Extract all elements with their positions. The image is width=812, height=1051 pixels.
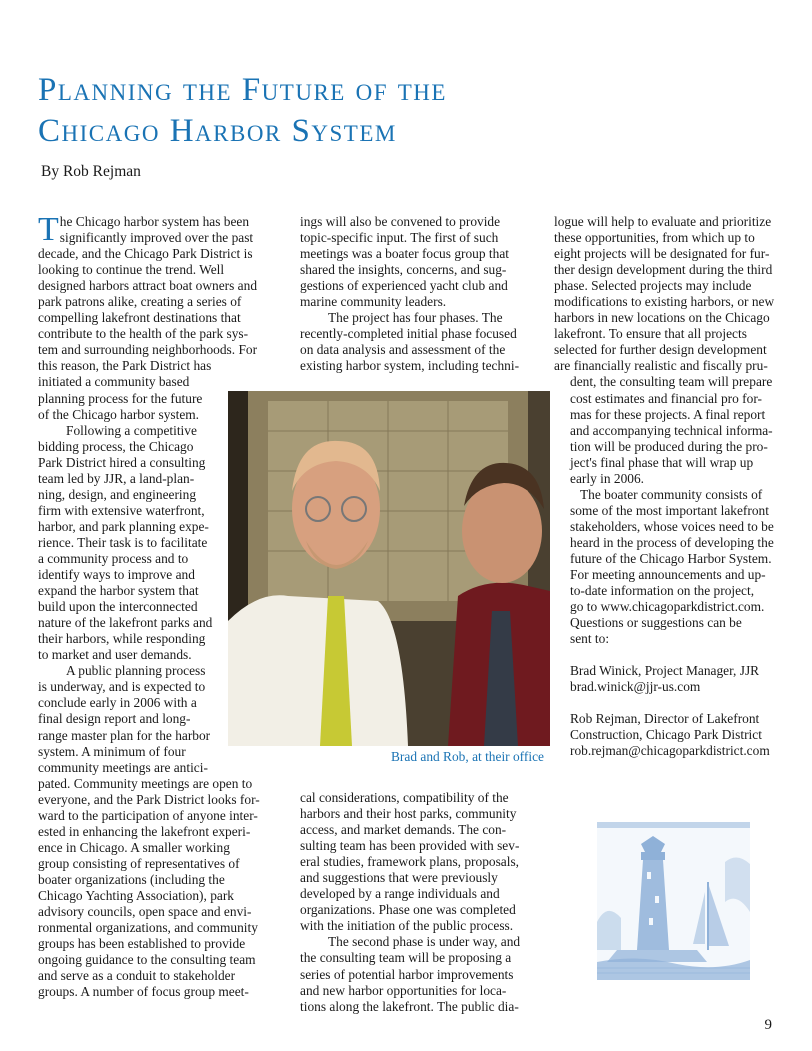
text-line: Rob Rejman, Director of Lakefront <box>570 711 760 727</box>
text-line: compelling lakefront destinations that <box>38 310 241 326</box>
text-line: on data analysis and assessment of the <box>300 342 506 358</box>
text-line: go to www.chicagoparkdistrict.com. <box>570 599 765 615</box>
text-line: topic-specific input. The first of such <box>300 230 499 246</box>
text-line: ence in Chicago. A smaller working <box>38 839 230 855</box>
text-line: significantly improved over the past <box>59 230 254 246</box>
text-line: everyone, and the Park District looks for- <box>38 791 260 807</box>
text-line: expand the harbor system that <box>38 583 199 599</box>
text-line: designed harbors attract boat owners and <box>38 278 258 294</box>
lighthouse-icon <box>597 822 750 980</box>
text-line: planning process for the future <box>38 390 203 406</box>
contact-rob <box>570 711 784 759</box>
text-line: gestions of experienced yacht club and <box>300 278 508 294</box>
paragraph-dialogue <box>554 214 784 374</box>
text-line: rob.rejman@chicagoparkdistrict.com <box>570 743 770 759</box>
text-line: developed by a range individuals and <box>300 886 500 902</box>
text-line: dent, the consulting team will prepare <box>570 374 773 390</box>
text-line: range master plan for the harbor <box>38 727 211 743</box>
text-line: ested in enhancing the lakefront experi- <box>38 823 251 839</box>
text-line: future of the Chicago Harbor System. <box>570 550 772 566</box>
text-line: tion will be produced during the pro- <box>570 438 768 454</box>
text-line: Following a competitive <box>66 422 197 438</box>
text-line: groups has been established to provide <box>38 936 246 952</box>
text-line: lakefront. To ensure that all projects <box>554 326 747 342</box>
paragraph-phase-one <box>300 790 532 934</box>
text-line: with the initiation of the public process. <box>300 918 514 934</box>
column-2-top <box>300 214 530 374</box>
paragraph-lines <box>570 374 784 486</box>
text-line: cal considerations, compatibility of the <box>300 790 509 805</box>
text-line: these opportunities, from which up to <box>554 230 755 246</box>
text-line: harbors and their host parks, community <box>300 806 517 822</box>
text-line: build upon the interconnected <box>38 599 198 615</box>
text-line: cost estimates and financial pro for- <box>570 390 762 406</box>
text-line: Park District hired a consulting <box>38 454 206 470</box>
text-line: phase. Selected projects may include <box>554 278 752 294</box>
contact-brad <box>570 663 784 695</box>
text-line: harbors in new locations on the Chicago <box>554 310 770 326</box>
lighthouse-illustration <box>597 822 750 980</box>
text-line: ronmental organizations, and community <box>38 920 258 936</box>
text-line: recently-completed initial phase focused <box>300 326 517 342</box>
text-line: team led by JJR, a land-plan- <box>38 470 195 486</box>
text-line: shared the insights, concerns, and sug- <box>300 262 507 278</box>
column-3 <box>554 214 784 760</box>
text-line: of the Chicago harbor system. <box>38 406 200 422</box>
text-line: A public planning process <box>66 663 206 679</box>
paragraph-lines <box>570 711 784 759</box>
drop-cap: T <box>38 211 59 248</box>
text-line: early in 2006. <box>570 470 645 486</box>
text-line: access, and market demands. The con- <box>300 822 507 838</box>
text-line: advisory councils, open space and envi- <box>38 904 252 920</box>
text-line: contribute to the health of the park sys- <box>38 326 249 342</box>
photo-caption: Brad and Rob, at their office <box>391 749 544 764</box>
photo-illustration <box>228 391 550 746</box>
text-line: Questions or suggestions can be <box>570 615 742 631</box>
text-line: is underway, and is expected to <box>38 679 206 695</box>
text-line: looking to continue the trend. Well <box>38 262 225 278</box>
paragraph-lines <box>300 214 530 310</box>
text-line: Chicago Yachting Association), park <box>38 887 234 903</box>
page-number: 9 <box>764 1017 772 1033</box>
text-line: ward to the participation of anyone inter- <box>38 807 258 823</box>
text-line: The second phase is under way, and <box>328 934 521 950</box>
byline: By Rob Rejman <box>41 163 141 180</box>
text-line: stakeholders, whose voices need to be <box>570 518 774 534</box>
text-line: to-date information on the project, <box>570 583 755 599</box>
article-title <box>38 70 447 152</box>
text-line: mas for these projects. A final report <box>570 406 766 422</box>
text-line: decade, and the Chicago Park District is <box>38 246 253 262</box>
paragraph-phases <box>300 310 530 374</box>
text-line: and new harbor opportunities for loca- <box>300 982 507 998</box>
text-line: tions along the lakefront. The public dia- <box>300 998 519 1014</box>
paragraph-focus-groups <box>300 214 530 310</box>
photo-brad-and-rob <box>228 391 550 746</box>
text-line: ning, design, and engineering <box>38 486 197 502</box>
text-line: heard in the process of developing the <box>570 534 774 550</box>
text-line: ings will also be convened to provide <box>300 214 501 229</box>
text-line: this reason, the Park District has <box>38 358 212 374</box>
text-line: he Chicago harbor system has been <box>59 214 250 229</box>
paragraph-lines <box>300 934 532 1014</box>
text-line: identify ways to improve and <box>38 567 195 583</box>
text-line: logue will help to evaluate and prioritize <box>554 214 772 229</box>
text-line: pated. Community meetings are open to <box>38 775 253 791</box>
article-title-line-2: Chicago Harbor System <box>38 113 397 149</box>
text-line: organizations. Phase one was completed <box>300 902 516 918</box>
text-line: tem and surrounding neighborhoods. For <box>38 342 258 358</box>
text-line: nature of the lakefront parks and <box>38 615 213 631</box>
text-line: sulting team has been provided with sev- <box>300 838 520 854</box>
text-line: meetings was a boater focus group that <box>300 246 509 262</box>
text-line: The boater community consists of <box>580 486 763 502</box>
text-line: conclude early in 2006 with a <box>38 695 197 711</box>
text-line: park patrons alike, creating a series of <box>38 294 242 310</box>
text-line: ther design development during the third <box>554 262 773 278</box>
text-line: community meetings are antici- <box>38 759 208 775</box>
text-line: series of potential harbor improvements <box>300 966 514 982</box>
text-line: a community process and to <box>38 550 189 566</box>
text-line: Brad Winick, Project Manager, JJR <box>570 663 760 679</box>
paragraph-lines <box>554 214 784 374</box>
text-line: and suggestions that were previously <box>300 870 498 886</box>
paragraph-phase-two <box>300 934 532 1014</box>
text-line: For meeting announcements and up- <box>570 567 766 583</box>
text-line: initiated a community based <box>38 374 190 390</box>
text-line: and serve as a conduit to stakeholder <box>38 968 236 984</box>
text-line: groups. A number of focus group meet- <box>38 984 249 1000</box>
article-title-line-1: Planning the Future of the <box>38 72 447 108</box>
text-line: marine community leaders. <box>300 294 447 310</box>
text-line: brad.winick@jjr-us.com <box>570 679 701 695</box>
text-line: harbor, and park planning expe- <box>38 518 209 534</box>
text-line: some of the most important lakefront <box>570 502 769 518</box>
text-line: eral studies, framework plans, proposals, <box>300 854 520 870</box>
text-line: the consulting team will be proposing a <box>300 950 512 966</box>
column-2-bottom <box>300 790 532 1015</box>
text-line: their harbors, while responding <box>38 631 206 647</box>
paragraph-lines <box>570 487 784 647</box>
text-line: Construction, Chicago Park District <box>570 727 762 743</box>
text-line: to market and user demands. <box>38 647 192 663</box>
paragraph-lines <box>300 310 530 374</box>
text-line: sent to: <box>570 631 610 647</box>
text-line: modifications to existing harbors, or new <box>554 294 775 310</box>
text-line: final design report and long- <box>38 711 191 727</box>
text-line: ongoing guidance to the consulting team <box>38 952 256 968</box>
text-line: rience. Their task is to facilitate <box>38 534 208 550</box>
text-line: group consisting of representatives of <box>38 855 240 871</box>
text-line: The project has four phases. The <box>328 310 503 326</box>
text-line: boater organizations (including the <box>38 871 225 887</box>
text-line: selected for further design development <box>554 342 767 358</box>
text-line: existing harbor system, including techni- <box>300 358 520 374</box>
text-line: system. A minimum of four <box>38 743 186 759</box>
paragraph-dialogue-wrap <box>570 374 784 486</box>
text-line: bidding process, the Chicago <box>38 438 194 454</box>
paragraph-boater-community <box>570 487 784 647</box>
text-line: firm with extensive waterfront, <box>38 502 205 518</box>
paragraph-lines <box>300 790 532 934</box>
text-line: are financially realistic and fiscally pru- <box>554 358 768 374</box>
text-line: eight projects will be designated for fur- <box>554 246 770 262</box>
text-line: ject's final phase that will wrap up <box>570 454 754 470</box>
text-line: and accompanying technical informa- <box>570 422 773 438</box>
paragraph-lines <box>570 663 784 695</box>
